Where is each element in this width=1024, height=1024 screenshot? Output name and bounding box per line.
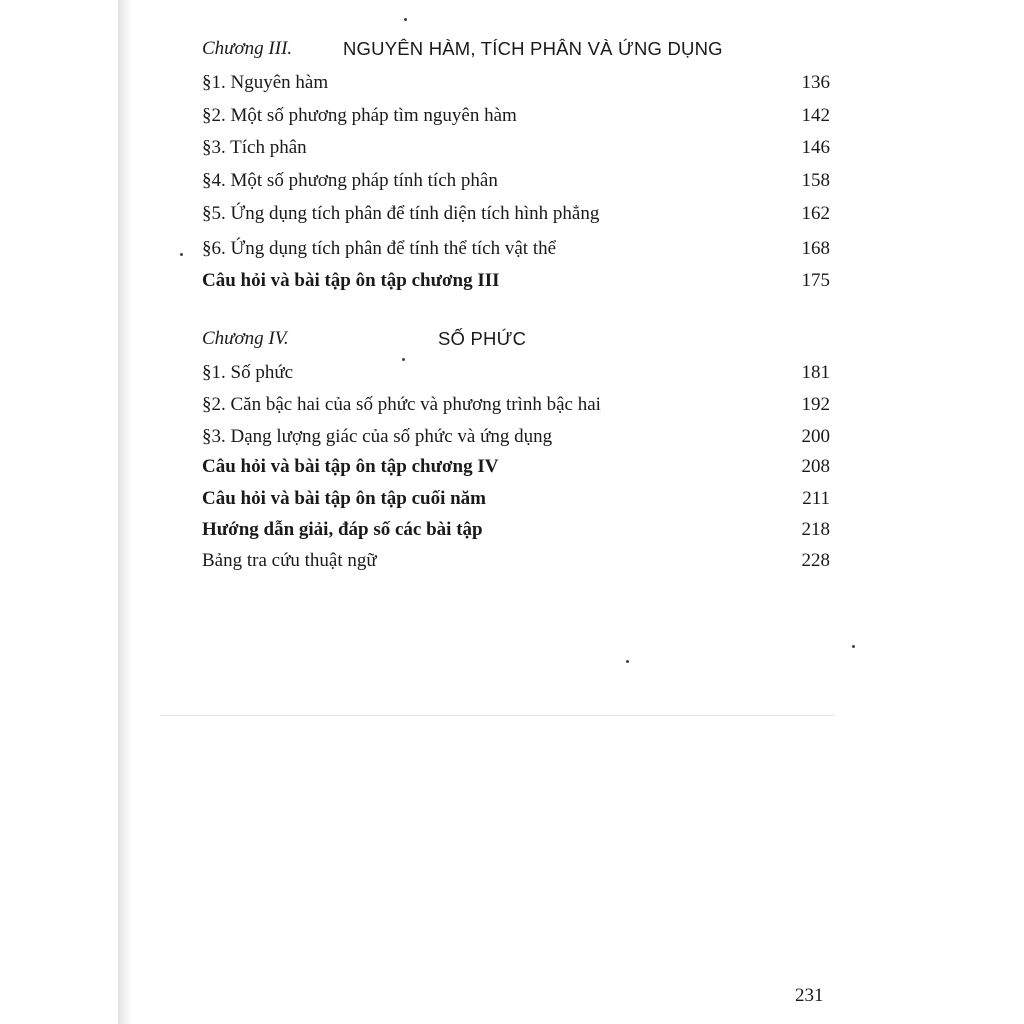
chapter-3-label: Chương III. bbox=[202, 38, 293, 59]
print-speck bbox=[852, 645, 855, 648]
toc-entry-page: 146 bbox=[801, 137, 830, 158]
toc-entry-page: 218 bbox=[801, 519, 830, 540]
toc-entry-title: §4. Một số phương pháp tính tích phân bbox=[202, 170, 498, 191]
toc-entry-page: 142 bbox=[801, 105, 830, 126]
bleed-through-line bbox=[160, 715, 835, 716]
toc-entry-review bbox=[202, 456, 830, 484]
toc-entry-title: §3. Tích phân bbox=[202, 137, 307, 158]
toc-entry bbox=[202, 170, 830, 198]
toc-entry-page: 175 bbox=[801, 270, 830, 291]
toc-entry-page: 192 bbox=[801, 394, 830, 415]
toc-entry bbox=[202, 238, 830, 266]
chapter-4-label: Chương IV. bbox=[202, 328, 289, 349]
toc-entry-page: 211 bbox=[802, 488, 830, 509]
page-binding-edge bbox=[118, 0, 132, 1024]
toc-entry bbox=[202, 137, 830, 165]
toc-entry-title: Hướng dẫn giải, đáp số các bài tập bbox=[202, 519, 483, 540]
toc-entry-title: §5. Ứng dụng tích phân để tính diện tích hình phẳng bbox=[202, 203, 600, 224]
chapter-4-title: SỐ PHỨC bbox=[438, 328, 527, 349]
print-speck bbox=[626, 660, 629, 663]
print-speck bbox=[404, 18, 407, 21]
toc-entry-page: 181 bbox=[801, 362, 830, 383]
toc-entry-page: 162 bbox=[801, 203, 830, 224]
toc-entry-title: §2. Một số phương pháp tìm nguyên hàm bbox=[202, 105, 517, 126]
toc-entry-page: 208 bbox=[801, 456, 830, 477]
toc-entry-title: Câu hỏi và bài tập ôn tập chương III bbox=[202, 270, 500, 291]
toc-entry-title: Bảng tra cứu thuật ngữ bbox=[202, 550, 377, 571]
toc-entry bbox=[202, 362, 830, 390]
toc-entry-page: 168 bbox=[801, 238, 830, 259]
chapter-3-heading bbox=[202, 38, 842, 68]
toc-entry-title: §1. Nguyên hàm bbox=[202, 72, 329, 93]
toc-entry-page: 228 bbox=[801, 550, 830, 571]
toc-entry bbox=[202, 426, 830, 454]
toc-entry-review bbox=[202, 519, 830, 547]
toc-entry-title: §1. Số phức bbox=[202, 362, 294, 383]
toc-entry-page: 200 bbox=[801, 426, 830, 447]
toc-entry-title: Câu hỏi và bài tập ôn tập chương IV bbox=[202, 456, 499, 477]
toc-entry-title: §3. Dạng lượng giác của số phức và ứng dụng bbox=[202, 426, 553, 447]
toc-entry-title: §2. Căn bậc hai của số phức và phương trình bậc hai bbox=[202, 394, 601, 415]
toc-entry bbox=[202, 394, 830, 422]
toc-entry-title: §6. Ứng dụng tích phân để tính thể tích vật thể bbox=[202, 238, 557, 259]
toc-entry-page: 158 bbox=[801, 170, 830, 191]
toc-entry bbox=[202, 203, 830, 231]
toc-entry bbox=[202, 550, 830, 578]
toc-entry-title: Câu hỏi và bài tập ôn tập cuối năm bbox=[202, 488, 487, 509]
toc-entry-review bbox=[202, 270, 830, 298]
chapter-3-title: NGUYÊN HÀM, TÍCH PHÂN VÀ ỨNG DỤNG bbox=[343, 38, 723, 59]
page-number: 231 bbox=[795, 985, 824, 1006]
toc-entry bbox=[202, 72, 830, 100]
chapter-4-heading bbox=[202, 328, 842, 358]
toc-entry bbox=[202, 105, 830, 133]
toc-entry-page: 136 bbox=[801, 72, 830, 93]
print-speck bbox=[180, 253, 183, 256]
print-speck bbox=[402, 358, 405, 361]
toc-entry-review bbox=[202, 488, 830, 516]
